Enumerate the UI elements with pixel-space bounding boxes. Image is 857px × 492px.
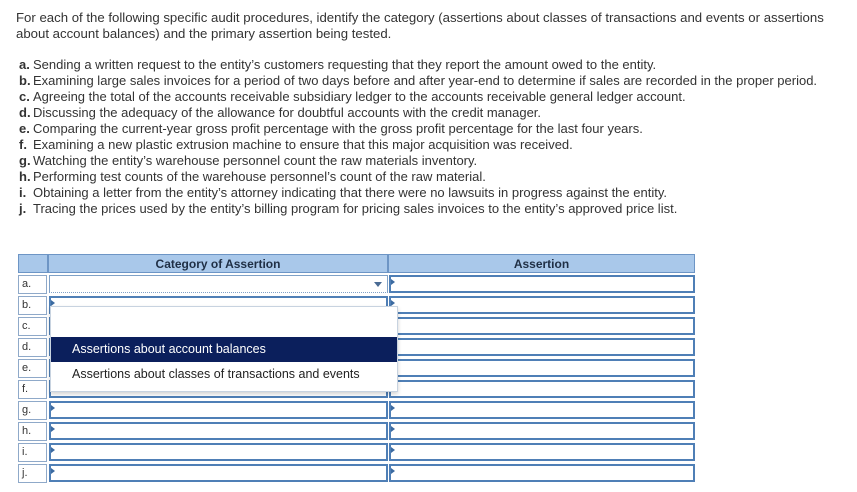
procedure-letter: i. — [19, 185, 27, 200]
assertion-select-f[interactable] — [389, 380, 695, 398]
instructions-text: For each of the following specific audit procedures, identify the category (assertions about classes of transactions and events or assertions about account balances) and the primary assertion being tested. — [16, 10, 824, 41]
column-header-assertion: Assertion — [388, 254, 695, 273]
procedure-letter: d. — [19, 105, 31, 120]
category-select-j[interactable] — [49, 464, 388, 482]
category-select-g[interactable] — [49, 401, 388, 419]
row-label: j. — [18, 464, 47, 483]
procedure-item — [19, 201, 851, 217]
row-label: i. — [18, 443, 47, 462]
procedure-text: Examining a new plastic extrusion machine to ensure that this major acquisition was received. — [33, 137, 573, 152]
category-select-a[interactable] — [49, 275, 388, 293]
procedure-text: Comparing the current-year gross profit percentage with the gross profit percentage for the last four years. — [33, 121, 643, 136]
procedure-item — [19, 89, 851, 105]
caret-right-icon — [51, 447, 55, 453]
caret-right-icon — [391, 468, 395, 474]
caret-right-icon — [51, 405, 55, 411]
assertion-select-a[interactable] — [389, 275, 695, 293]
caret-right-icon — [391, 279, 395, 285]
row-label: d. — [18, 338, 47, 357]
assertion-select-h[interactable] — [389, 422, 695, 440]
procedure-item — [19, 153, 851, 169]
procedure-text: Agreeing the total of the accounts receivable subsidiary ledger to the accounts receivable general ledger account. — [33, 89, 686, 104]
procedure-item — [19, 73, 851, 89]
procedure-letter: f. — [19, 137, 27, 152]
caret-right-icon — [391, 447, 395, 453]
procedure-text: Obtaining a letter from the entity’s attorney indicating that there were no lawsuits in progress against the entity. — [33, 185, 667, 200]
assertion-select-j[interactable] — [389, 464, 695, 482]
row-label: e. — [18, 359, 47, 378]
procedure-text: Examining large sales invoices for a period of two days before and after year-end to determine if sales are recorded in the proper period. — [33, 73, 818, 88]
procedure-item — [19, 105, 851, 121]
procedure-item — [19, 121, 851, 137]
procedure-text: Sending a written request to the entity’s customers requesting that they report the amount owed to the entity. — [33, 57, 657, 72]
procedure-item — [19, 185, 851, 201]
header-blank — [18, 254, 48, 273]
procedure-letter: b. — [19, 73, 31, 88]
category-dropdown-menu — [50, 306, 398, 392]
column-header-category: Category of Assertion — [48, 254, 388, 273]
procedure-letter: e. — [19, 121, 30, 136]
procedure-item — [19, 169, 851, 185]
assertion-select-b[interactable] — [389, 296, 695, 314]
procedure-letter: c. — [19, 89, 30, 104]
procedure-letter: a. — [19, 57, 30, 72]
procedure-text: Discussing the adequacy of the allowance for doubtful accounts with the credit manager. — [33, 105, 542, 120]
row-label: c. — [18, 317, 47, 336]
procedure-item — [19, 137, 851, 153]
procedure-letter: g. — [19, 153, 31, 168]
procedure-text: Performing test counts of the warehouse personnel’s count of the raw material. — [33, 169, 486, 184]
procedure-item — [19, 57, 851, 73]
assertion-select-i[interactable] — [389, 443, 695, 461]
dropdown-option-classes-of-transactions[interactable]: Assertions about classes of transactions and events — [72, 367, 360, 381]
category-select-h[interactable] — [49, 422, 388, 440]
caret-right-icon — [51, 426, 55, 432]
row-label: h. — [18, 422, 47, 441]
procedure-letter: j. — [19, 201, 27, 216]
row-label: g. — [18, 401, 47, 420]
caret-right-icon — [391, 405, 395, 411]
assertion-select-c[interactable] — [389, 317, 695, 335]
procedure-text: Tracing the prices used by the entity’s billing program for pricing sales invoices to the entity’s approved price list. — [33, 201, 678, 216]
procedure-letter: h. — [19, 169, 31, 184]
assertion-select-g[interactable] — [389, 401, 695, 419]
row-label: f. — [18, 380, 47, 399]
dropdown-option-account-balances[interactable]: Assertions about account balances — [51, 337, 397, 362]
row-label: b. — [18, 296, 47, 315]
caret-right-icon — [391, 426, 395, 432]
caret-right-icon — [51, 468, 55, 474]
assertion-select-d[interactable] — [389, 338, 695, 356]
procedure-list — [19, 57, 851, 217]
assertion-select-e[interactable] — [389, 359, 695, 377]
category-select-i[interactable] — [49, 443, 388, 461]
chevron-down-icon[interactable] — [374, 282, 382, 287]
procedure-text: Watching the entity’s warehouse personnel count the raw materials inventory. — [33, 153, 478, 168]
row-label: a. — [18, 275, 47, 294]
